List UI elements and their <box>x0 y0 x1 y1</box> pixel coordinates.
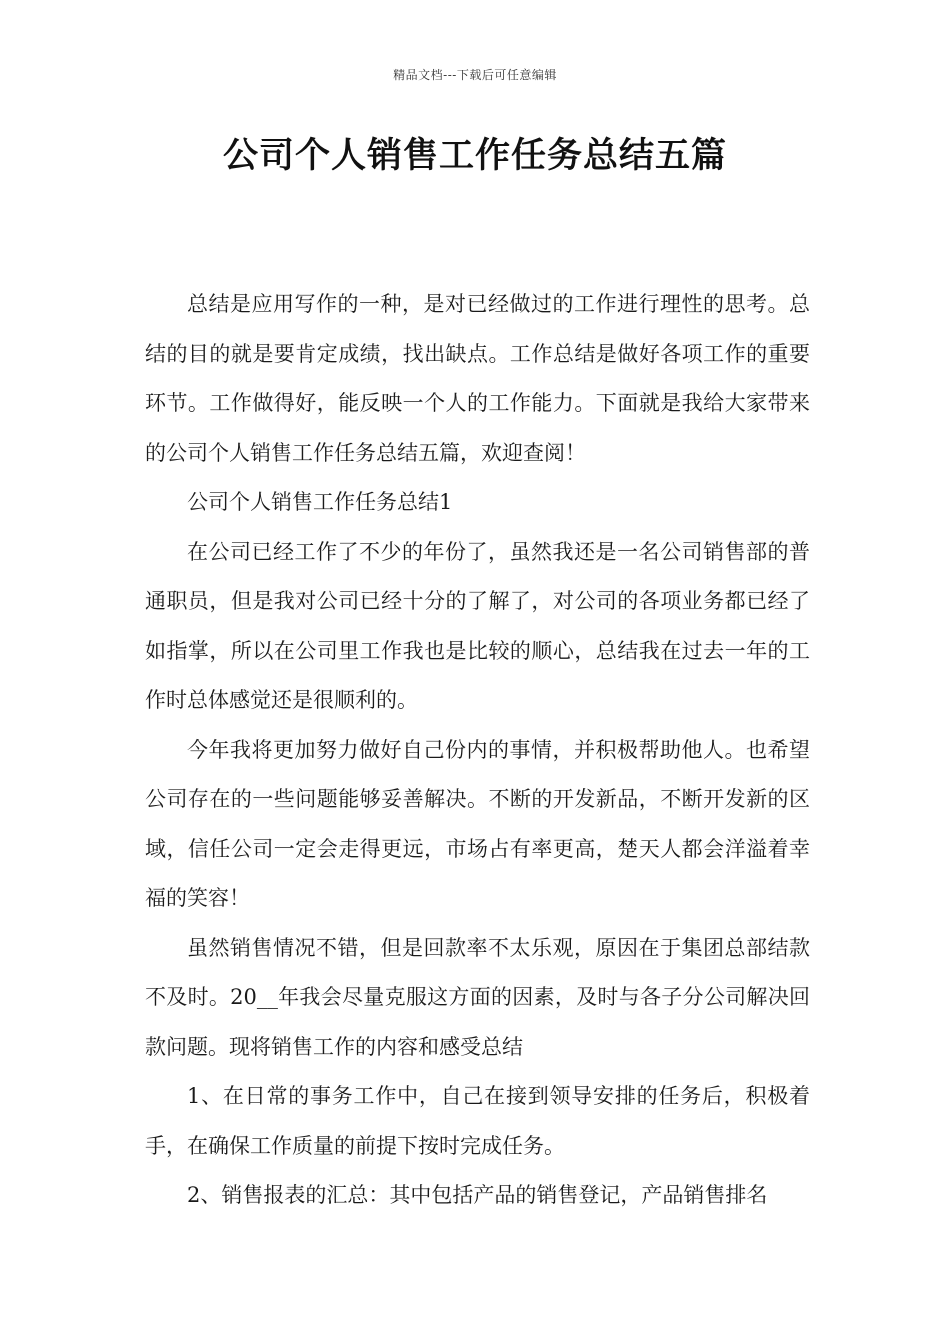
document-title: 公司个人销售工作任务总结五篇 <box>222 136 727 176</box>
paragraph-1: 在公司已经工作了不少的年份了，虽然我还是一名公司销售部的普通职员，但是我对公司已经十分的了解了，对公司的各项业务都已经了如指掌，所以在公司里工作我也是比较的顺心，总结我在过去一年的工作时总体感觉还是很顺利的。 <box>145 539 810 712</box>
list-item-2: 2、销售报表的汇总：其中包括产品的销售登记，产品销售排名 <box>187 1183 768 1207</box>
paragraph-3: 虽然销售情况不错，但是回款率不太乐观，原因在于集团总部结款不及时。20__年我会尽量克服这方面的因素，及时与各子分公司解决回款问题。现将销售工作的内容和感受总结 <box>145 935 810 1059</box>
intro-paragraph: 总结是应用写作的一种，是对已经做过的工作进行理性的思考。总结的目的就是要肯定成绩，找出缺点。工作总结是做好各项工作的重要环节。工作做得好，能反映一个人的工作能力。下面就是我给大家带来的公司个人销售工作任务总结五篇，欢迎查阅！ <box>145 292 810 465</box>
list-item-1: 1、在日常的事务工作中，自己在接到领导安排的任务后，积极着手，在确保工作质量的前提下按时完成任务。 <box>145 1084 810 1158</box>
section-heading-1: 公司个人销售工作任务总结1 <box>187 490 453 514</box>
header-note: 精品文档---下载后可任意编辑 <box>393 68 557 82</box>
document-body <box>145 280 810 1221</box>
paragraph-2: 今年我将更加努力做好自己份内的事情，并积极帮助他人。也希望公司存在的一些问题能够妥善解决。不断的开发新品，不断开发新的区域，信任公司一定会走得更远，市场占有率更高，楚天人都会洋溢着幸福的笑容！ <box>145 737 810 910</box>
